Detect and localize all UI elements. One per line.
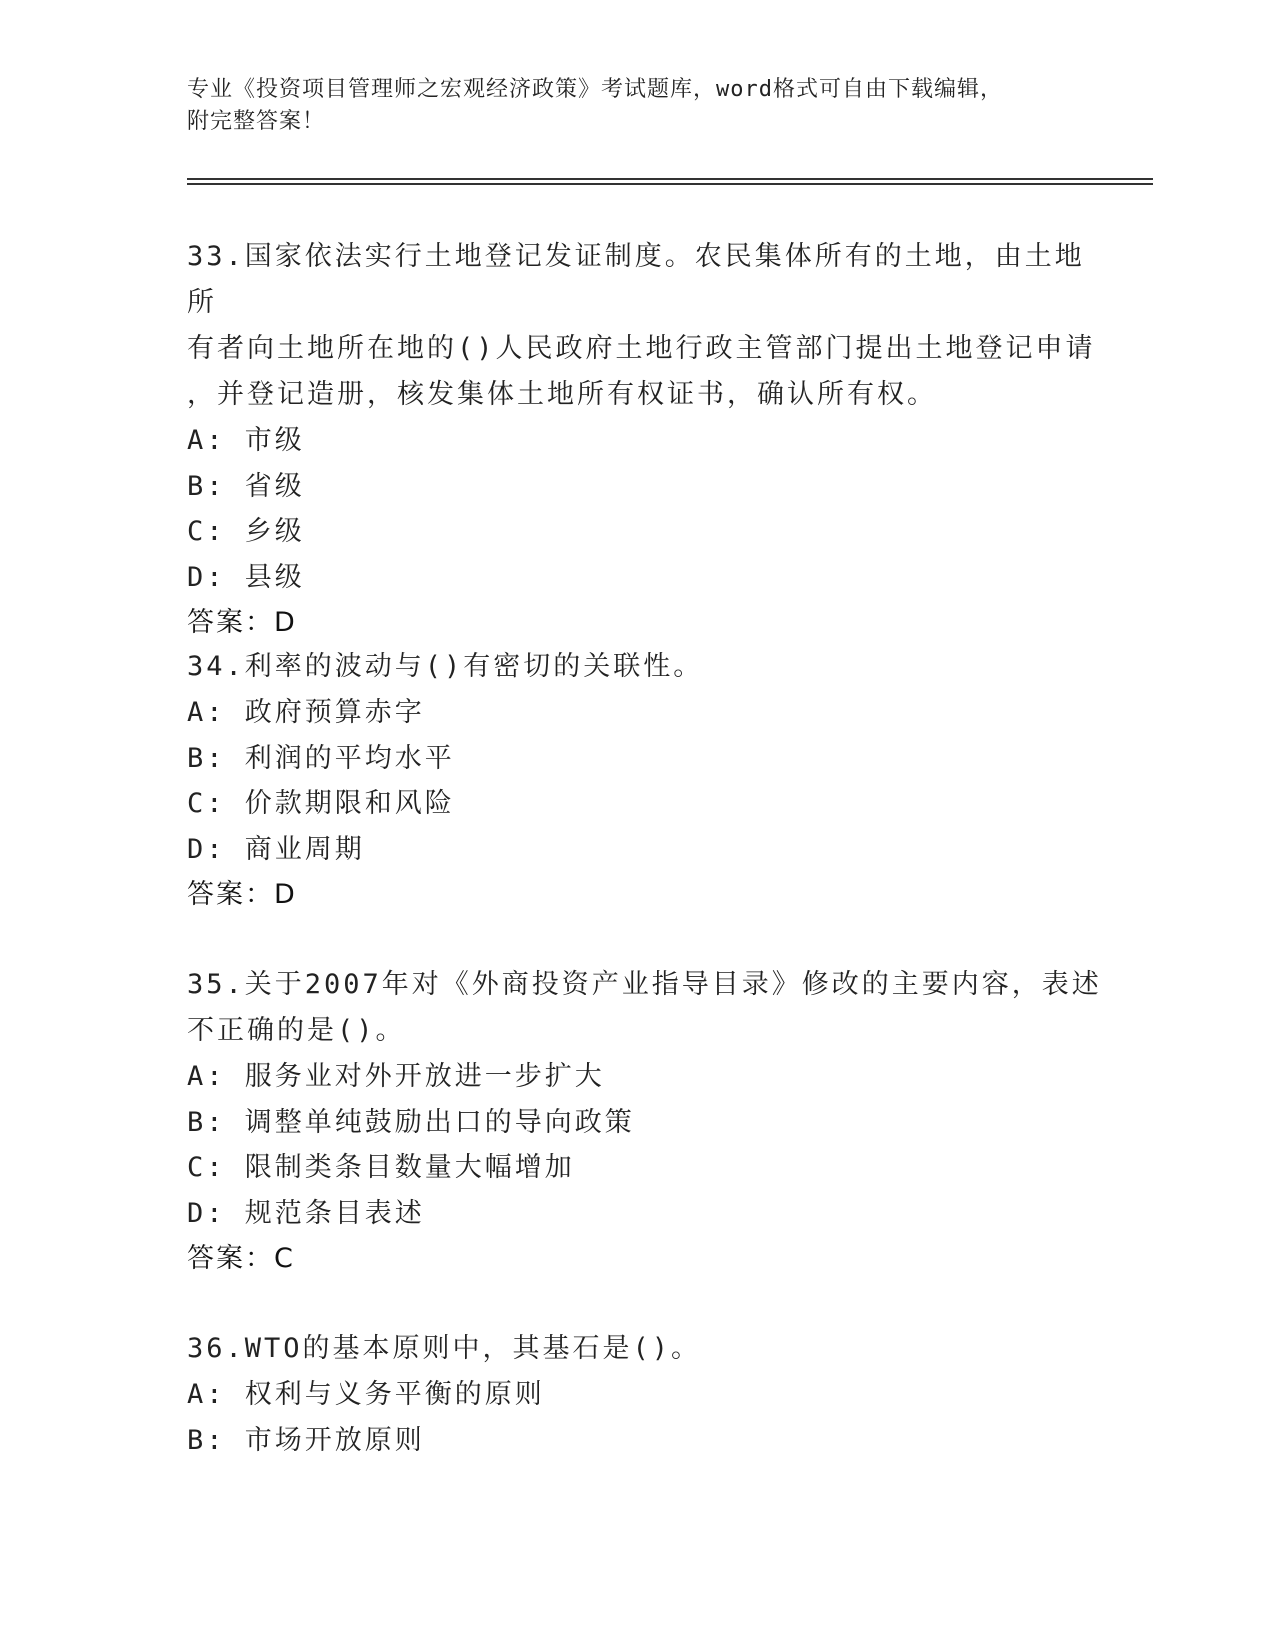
header-divider-bottom [187,183,1153,185]
option-a: A: 权利与义务平衡的原则 [187,1379,545,1410]
question-stem-line: 35.关于2007年对《外商投资产业指导目录》修改的主要内容，表述 [187,969,1102,1000]
question-stem-line: 34.利率的波动与()有密切的关联性。 [187,651,704,682]
header-divider-top [187,178,1153,180]
option-b: B: 调整单纯鼓励出口的导向政策 [187,1106,635,1138]
question-34 [187,644,1107,918]
option-a: A: 市级 [187,425,305,456]
question-36 [187,1326,1107,1463]
question-33 [187,234,1107,646]
option-d: D: 县级 [187,561,305,593]
option-c: C: 价款期限和风险 [187,788,455,819]
question-stem-line: 36.WTO的基本原则中，其基石是()。 [187,1333,702,1364]
option-d: D: 规范条目表述 [187,1197,425,1229]
option-b: B: 利润的平均水平 [187,742,455,774]
document-header [187,74,1067,138]
option-d: D: 商业周期 [187,833,365,865]
option-c: C: 乡级 [187,516,305,547]
answer: 答案：D [187,879,297,910]
option-a: A: 服务业对外开放进一步扩大 [187,1061,605,1092]
header-line-2: 附完整答案！ [187,109,326,134]
option-c: C: 限制类条目数量大幅增加 [187,1152,575,1183]
question-stem-line: ，并登记造册，核发集体土地所有权证书，确认所有权。 [187,379,937,410]
answer: 答案：C [187,1243,295,1274]
question-35 [187,962,1107,1282]
option-a: A: 政府预算赤字 [187,697,425,728]
question-stem-line: 不正确的是()。 [187,1015,406,1046]
option-b: B: 市场开放原则 [187,1424,425,1456]
answer: 答案：D [187,607,297,638]
option-b: B: 省级 [187,470,305,502]
header-line-1: 专业《投资项目管理师之宏观经济政策》考试题库，word格式可自由下载编辑， [187,77,1003,102]
question-stem-line: 有者向土地所在地的()人民政府土地行政主管部门提出土地登记申请 [187,333,1096,364]
question-stem-line: 33.国家依法实行土地登记发证制度。农民集体所有的土地，由土地所 [187,241,1085,318]
